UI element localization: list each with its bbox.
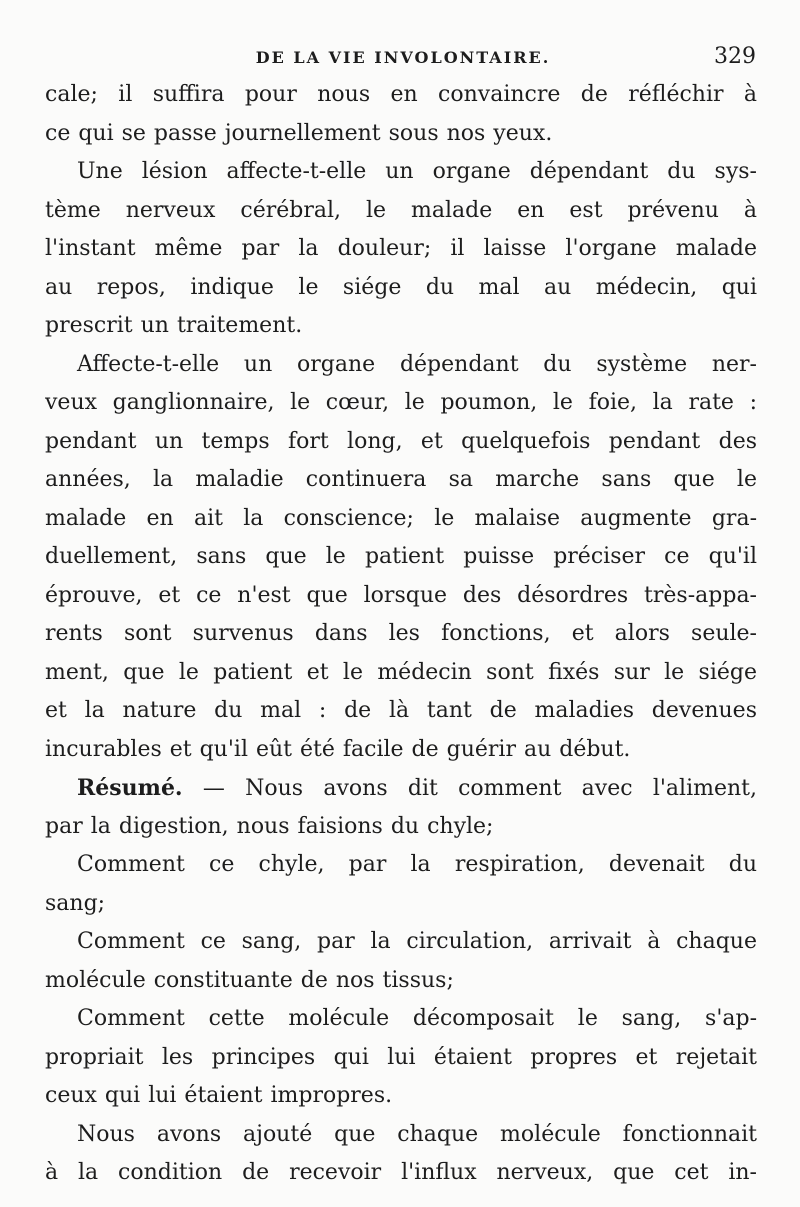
page-number: 329 (714, 44, 756, 69)
text-line: Une lésion affecte-t-elle un organe dépendant du sys- (77, 159, 757, 184)
paragraph (45, 76, 757, 153)
paragraph (45, 346, 757, 770)
text-line: prescrit un traitement. (45, 313, 303, 338)
text-line: cale; il suffira pour nous en convaincre de réfléchir à (45, 82, 757, 107)
text-line: Comment ce sang, par la circulation, arrivait à chaque (77, 929, 757, 954)
paragraph-resume (45, 769, 757, 846)
text-line: veux ganglionnaire, le cœur, le poumon, le foie, la rate : (45, 390, 757, 415)
text-line: ment, que le patient et le médecin sont fixés sur le siége (45, 659, 757, 685)
text-line: l'instant même par la douleur; il laisse l'organe malade (45, 236, 757, 261)
text-line: Affecte-t-elle un organe dépendant du système ner- (77, 351, 757, 377)
text-line: par la digestion, nous faisions du chyle; (45, 813, 494, 839)
paragraph (45, 153, 757, 346)
paragraph (45, 1000, 757, 1116)
body-text (45, 76, 757, 1193)
running-title: DE LA VIE INVOLONTAIRE. (255, 48, 551, 67)
text-line: pendant un temps fort long, et quelquefois pendant des (45, 428, 757, 454)
text-line: ceux qui lui étaient impropres. (45, 1083, 393, 1108)
paragraph (45, 1116, 757, 1193)
text-line: sang; (45, 890, 106, 916)
text-line: Nous avons ajouté que chaque molécule fonctionnait (77, 1121, 757, 1147)
text-line: tème nerveux cérébral, le malade en est prévenu à (45, 197, 757, 223)
text-line: ce qui se passe journellement sous nos yeux. (45, 120, 553, 146)
text-line-rest: — Nous avons dit comment avec l'aliment, (182, 776, 757, 801)
text-line: propriait les principes qui lui étaient propres et rejetait (45, 1044, 757, 1070)
text-line: éprouve, et ce n'est que lorsque des désordres très-appa- (45, 582, 757, 608)
text-line: à la condition de recevoir l'influx nerveux, que cet in- (45, 1160, 757, 1185)
text-line: Comment cette molécule décomposait le sang, s'ap- (77, 1006, 757, 1031)
text-line (45, 769, 757, 808)
paragraph (45, 923, 757, 1000)
resume-run-in-heading: Résumé. (77, 775, 183, 801)
text-line: au repos, indique le siége du mal au médecin, qui (45, 274, 757, 300)
text-line: rents sont survenus dans les fonctions, et alors seule- (45, 621, 757, 646)
text-line: Comment ce chyle, par la respiration, devenait du (77, 852, 757, 877)
text-line: années, la maladie continuera sa marche sans que le (45, 467, 757, 492)
text-line: et la nature du mal : de là tant de maladies devenues (45, 698, 757, 723)
text-line: duellement, sans que le patient puisse préciser ce qu'il (45, 544, 757, 569)
paragraph (45, 846, 757, 923)
text-line: incurables et qu'il eût été facile de guérir au début. (45, 736, 631, 762)
text-line: molécule constituante de nos tissus; (45, 967, 454, 993)
text-line: malade en ait la conscience; le malaise augmente gra- (45, 505, 757, 531)
running-head (50, 44, 756, 74)
